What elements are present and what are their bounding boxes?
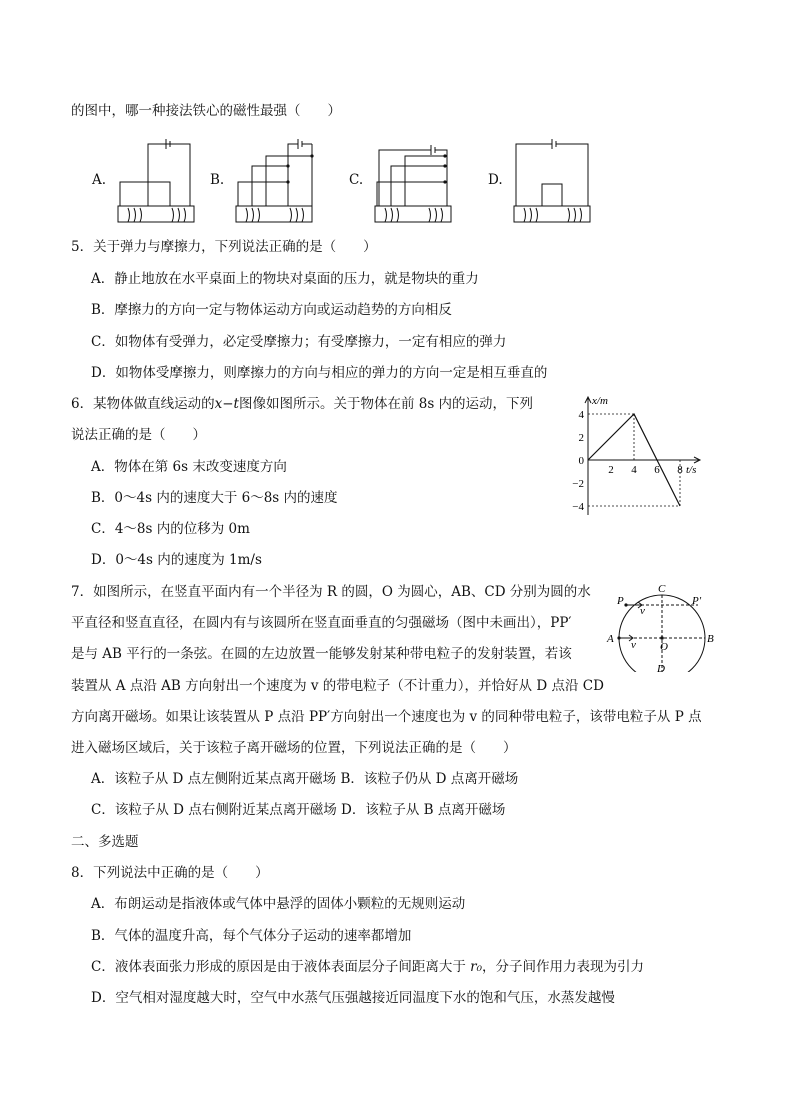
label-a: A: [607, 633, 614, 645]
q8-option-d: D．空气相对湿度越大时，空气中水蒸气压强越接近同温度下水的饱和气压，水蒸发越慢: [91, 990, 615, 1006]
q7-circle-figure: [600, 580, 718, 672]
x-tick-label: 4: [631, 464, 637, 476]
label-v2: v: [631, 639, 636, 651]
y-axis-label: x/m: [592, 395, 608, 407]
q6-option-b: B．0～4s 内的速度大于 6～8s 内的速度: [91, 490, 338, 506]
q7-line3: 是与 AB 平行的一条弦。在圆的左边放置一能够发射某种带电粒子的发射装置，若该: [71, 646, 572, 662]
q6-option-d: D．0～4s 内的速度为 1m/s: [91, 552, 262, 568]
q8-option-c-text-a: C．液体表面张力形成的原因是由于液体表面层分子间距离大于: [91, 959, 471, 975]
q7-options-cd: C．该粒子从 D 点右侧附近某点离开磁场 D．该粒子从 B 点离开磁场: [91, 802, 506, 818]
q5-option-d: D．如物体受摩擦力，则摩擦力的方向与相应的弹力的方向一定是相互垂直的: [91, 365, 548, 381]
q6-option-c: C．4～8s 内的位移为 0m: [91, 521, 250, 537]
q4-figure-c: [371, 136, 455, 226]
x-axis-label: t/s: [686, 464, 697, 476]
q5-option-a: A．静止地放在水平桌面上的物块对桌面的压力，就是物块的重力: [91, 271, 479, 287]
label-p-prime: P′: [692, 595, 702, 607]
y-tick-label: −4: [572, 501, 584, 513]
q4-option-a: A.: [92, 172, 107, 188]
q7-line2: 平直径和竖直直径，在圆内有与该圆所在竖直面垂直的匀强磁场（图中未画出），PP′: [71, 615, 572, 631]
label-o: O: [660, 641, 668, 653]
q4-figure-d: [510, 136, 594, 226]
q4-option-c: C.: [349, 172, 364, 188]
x-tick-label: 8: [677, 464, 683, 476]
q4-stem: 的图中，哪一种接法铁心的磁性最强（ ）: [71, 103, 341, 119]
q7-line4: 装置从 A 点沿 AB 方向射出一个速度为 v 的带电粒子（不计重力），并恰好从 D 点沿 CD: [71, 678, 604, 694]
q5-stem: 5．关于弹力与摩擦力，下列说法正确的是（ ）: [71, 239, 377, 255]
q8-stem: 8．下列说法中正确的是（ ）: [71, 865, 269, 881]
q4-option-b: B.: [210, 172, 225, 188]
q8-option-c-text-b: ，分子间作用力表现为引力: [482, 959, 644, 975]
label-d: D: [657, 663, 665, 672]
q6-stem-symbol: x−t: [214, 396, 239, 412]
q6-xt-graph: [566, 393, 706, 521]
q6-stem-text-a: 6．某物体做直线运动的: [71, 396, 215, 412]
q6-stem-line2: 说法正确的是（ ）: [71, 427, 206, 443]
x-tick-label: 6: [654, 464, 660, 476]
q5-option-c: C．如物体有受弹力，必定受摩擦力；有受摩擦力，一定有相应的弹力: [91, 334, 507, 350]
y-tick-label: −2: [572, 478, 584, 490]
q4-option-d: D.: [488, 172, 503, 188]
q4-figure-b: [232, 136, 316, 226]
y-tick-label: 0: [578, 455, 584, 467]
center-o: [660, 636, 664, 640]
q7-line1: 7．如图所示，在竖直平面内有一个半径为 R 的圆，O 为圆心，AB、CD 分别为圆的水: [71, 584, 591, 600]
q8-option-a: A．布朗运动是指液体或气体中悬浮的固体小颗粒的无规则运动: [91, 896, 466, 912]
q6-stem-line1: [71, 395, 533, 413]
q6-option-a: A．物体在第 6s 末改变速度方向: [91, 459, 287, 475]
q6-stem-text-b: 图像如图所示。关于物体在前 8s 内的运动，下列: [238, 396, 534, 412]
q7-line6: 进入磁场区域后，关于该粒子离开磁场的位置，下列说法正确的是（ ）: [71, 740, 517, 756]
q7-line5: 方向离开磁场。如果让该装置从 P 点沿 PP′方向射出一个速度也为 v 的同种带电粒子，该带电粒子从 P 点: [71, 709, 702, 725]
label-v1: v: [640, 605, 645, 617]
q5-option-b: B．摩擦力的方向一定与物体运动方向或运动趋势的方向相反: [91, 302, 452, 318]
q4-figure-a: [114, 136, 198, 226]
label-b: B: [707, 633, 714, 645]
x-tick-label: 2: [608, 464, 614, 476]
y-tick-label: 4: [578, 409, 584, 421]
q8-option-b: B．气体的温度升高，每个气体分子运动的速率都增加: [91, 928, 412, 944]
q8-option-c-symbol: r₀: [470, 959, 482, 975]
y-tick-label: 2: [578, 432, 584, 444]
label-p: P: [617, 595, 624, 607]
q7-options-ab: A．该粒子从 D 点左侧附近某点离开磁场 B．该粒子仍从 D 点离开磁场: [91, 771, 519, 787]
section-multi-choice: 二、多选题: [71, 834, 139, 850]
label-c: C: [658, 583, 666, 595]
q8-option-c: [91, 958, 644, 976]
